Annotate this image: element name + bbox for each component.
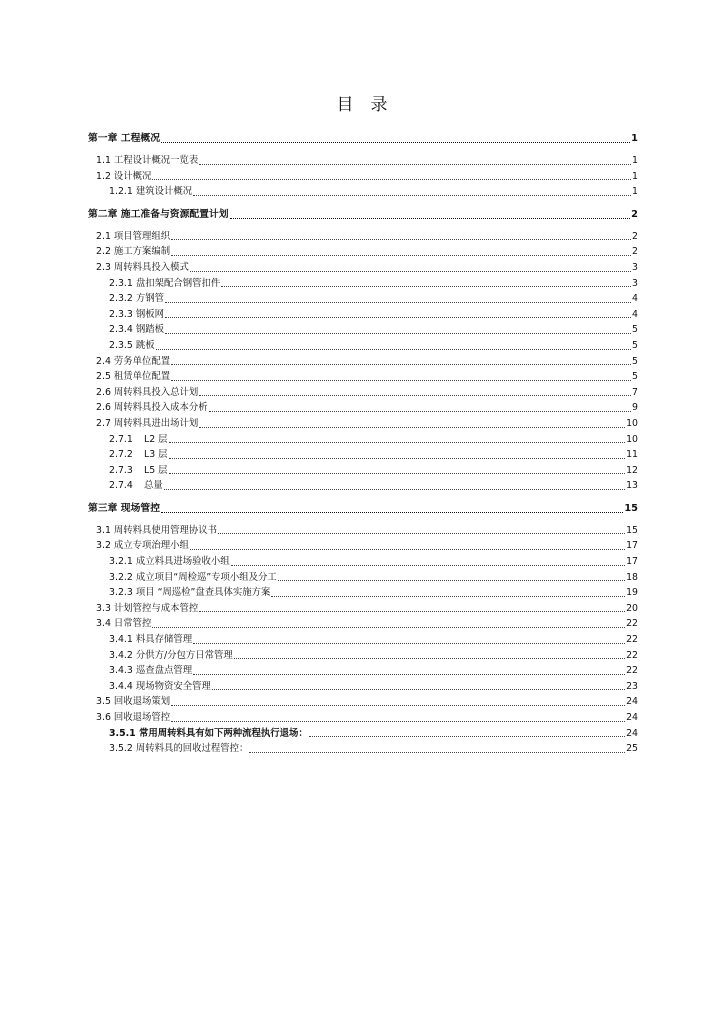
toc-dot-leader (169, 442, 626, 443)
toc-page-number: 15 (624, 502, 638, 514)
toc-entry-text: L2 层 (144, 433, 168, 445)
toc-page-number: 3 (632, 277, 638, 289)
toc-page-number: 24 (626, 696, 638, 708)
toc-dot-leader (164, 489, 625, 490)
toc-entry[interactable] (88, 648, 638, 664)
toc-entry[interactable] (88, 338, 638, 354)
toc-entry-label: 2.3.4 钢踏板 (109, 324, 164, 336)
toc-dot-leader (190, 549, 625, 550)
toc-entry-label: 3.4.4 现场物资安全管理 (109, 680, 211, 692)
toc-entry[interactable] (88, 169, 638, 185)
toc-entry[interactable] (88, 291, 638, 307)
toc-entry[interactable] (88, 229, 638, 245)
toc-dot-leader (171, 721, 625, 722)
toc-entry-label: 2.6 周转料具投入总计划 (96, 386, 199, 398)
toc-dot-leader (193, 643, 625, 644)
toc-entry[interactable] (88, 322, 638, 338)
toc-entry-label: 3.4.3 巡查盘点管理 (109, 665, 193, 677)
toc-entry[interactable] (88, 447, 638, 463)
toc-page-number: 20 (626, 602, 638, 614)
toc-entry[interactable] (88, 523, 638, 539)
toc-page-number: 23 (626, 680, 638, 692)
toc-entry[interactable] (88, 616, 638, 632)
toc-dot-leader (171, 255, 631, 256)
toc-entry[interactable] (88, 184, 638, 200)
toc-entry-text: 总量 (144, 480, 163, 492)
toc-entry[interactable] (88, 663, 638, 679)
toc-page-number: 24 (626, 727, 638, 739)
toc-dot-leader (199, 164, 631, 165)
toc-entry-label: 3.2 成立专项治理小组 (96, 540, 189, 552)
toc-chapter-entry[interactable] (88, 131, 638, 147)
toc-entry[interactable] (88, 679, 638, 695)
toc-page-number: 5 (632, 371, 638, 383)
toc-page-number: 10 (626, 417, 638, 429)
toc-dot-leader (234, 658, 625, 659)
toc-dot-leader (171, 239, 631, 240)
toc-dot-leader (193, 674, 625, 675)
toc-entry-label: 3.5 回收退场策划 (96, 696, 171, 708)
toc-dot-leader (199, 395, 631, 396)
toc-entry-number: 2.7.4 (109, 480, 133, 492)
toc-entry-label: 2.3.1 盘扣架配合钢管扣件 (109, 277, 221, 289)
table-of-contents (88, 131, 638, 757)
toc-dot-leader (165, 333, 631, 334)
toc-entry-label (109, 463, 168, 479)
toc-dot-leader (165, 317, 631, 318)
toc-page-number: 18 (626, 571, 638, 583)
toc-dot-leader (161, 512, 623, 513)
toc-page-number: 1 (632, 186, 638, 198)
toc-dot-leader (161, 142, 630, 143)
toc-entry-label: 2.1 项目管理组织 (96, 230, 171, 242)
toc-entry-label: 第一章 工程概况 (88, 133, 160, 144)
toc-page-number: 2 (632, 246, 638, 258)
toc-entry[interactable] (88, 400, 638, 416)
toc-entry-label: 2.3.3 钢板网 (109, 308, 164, 320)
toc-entry-label: 3.6 回收退场管控 (96, 712, 171, 723)
toc-entry-label: 3.1 周转料具使用管理协议书 (96, 524, 218, 536)
toc-entry[interactable] (88, 153, 638, 169)
toc-dot-leader (171, 364, 631, 365)
toc-entry-number: 2.7.2 (109, 449, 133, 461)
toc-entry[interactable] (88, 585, 638, 601)
toc-page-number: 17 (626, 556, 638, 568)
toc-entry-label (109, 478, 163, 494)
toc-entry[interactable] (88, 741, 638, 757)
toc-entry-label: 3.3 计划管控与成本管控 (96, 602, 199, 614)
toc-dot-leader (193, 195, 631, 196)
toc-dot-leader (169, 458, 626, 459)
toc-entry[interactable] (88, 570, 638, 586)
toc-entry-label: 3.2.1 成立料具进场验收小组 (109, 556, 230, 568)
toc-entry[interactable] (88, 385, 638, 401)
toc-entry-label: 第二章 施工准备与资源配置计划 (88, 208, 229, 220)
toc-entry[interactable] (88, 260, 638, 276)
toc-page-number: 5 (632, 339, 638, 351)
toc-dot-leader (271, 596, 625, 597)
toc-page-number: 1 (632, 155, 638, 166)
toc-dot-leader (171, 705, 625, 706)
toc-page-number: 12 (626, 464, 638, 476)
toc-entry[interactable] (88, 244, 638, 260)
toc-dot-leader (278, 580, 625, 581)
toc-entry[interactable] (88, 632, 638, 648)
toc-dot-leader (209, 411, 631, 412)
toc-page-number: 13 (626, 480, 638, 492)
toc-page-number: 1 (631, 133, 638, 144)
toc-entry[interactable] (88, 276, 638, 292)
toc-page-number: 5 (632, 355, 638, 367)
toc-dot-leader (190, 271, 631, 272)
toc-entry-label: 2.6 周转料具投入成本分析 (96, 402, 208, 414)
toc-entry-label: 3.4.2 分供方/分包方日常管理 (109, 649, 233, 661)
page-title: 目 录 (336, 95, 388, 115)
toc-entry-text: L5 层 (144, 464, 168, 476)
toc-chapter-entry[interactable] (88, 207, 638, 223)
toc-dot-leader (231, 565, 625, 566)
toc-dot-leader (199, 611, 625, 612)
toc-entry-number: 2.7.1 (109, 433, 133, 445)
toc-dot-leader (171, 380, 631, 381)
toc-page-number: 24 (626, 712, 638, 723)
toc-entry[interactable] (88, 369, 638, 385)
toc-entry[interactable] (88, 432, 638, 448)
toc-entry-label: 1.2.1 建筑设计概况 (109, 186, 193, 198)
toc-entry-label: 3.5.1 常用周转料具有如下两种流程执行退场： (109, 727, 308, 739)
toc-entry-label (109, 432, 168, 448)
toc-page-number: 2 (632, 230, 638, 242)
toc-page-number: 17 (626, 540, 638, 552)
toc-entry-label: 3.2.2 成立项目“周检巡”专项小组及分工 (109, 571, 277, 583)
toc-chapter-entry[interactable] (88, 501, 638, 517)
toc-dot-leader (165, 302, 631, 303)
toc-page-number: 5 (632, 324, 638, 336)
toc-entry-label: 3.2.3 项目 “周巡检”盘查具体实施方案 (109, 587, 271, 599)
toc-page-number: 19 (626, 587, 638, 599)
toc-dot-leader (152, 179, 631, 180)
toc-page-number: 25 (626, 743, 638, 755)
toc-entry-number: 2.7.3 (109, 464, 133, 476)
toc-entry[interactable] (88, 307, 638, 323)
toc-entry-text: L3 层 (144, 449, 168, 461)
toc-dot-leader (221, 286, 631, 287)
toc-page-number: 22 (626, 665, 638, 677)
toc-entry[interactable] (88, 416, 638, 432)
toc-entry[interactable] (88, 463, 638, 479)
toc-dot-leader (218, 533, 625, 534)
toc-entry-label: 3.4 日常管控 (96, 618, 152, 630)
toc-dot-leader (249, 752, 625, 753)
toc-entry[interactable] (88, 354, 638, 370)
toc-page-number: 22 (626, 634, 638, 646)
toc-entry[interactable] (88, 710, 638, 726)
toc-dot-leader (212, 689, 625, 690)
toc-entry-label: 2.5 租赁单位配置 (96, 371, 171, 383)
toc-entry-label: 2.3.2 方钢管 (109, 293, 164, 305)
toc-dot-leader (169, 473, 626, 474)
toc-entry[interactable] (88, 694, 638, 710)
toc-entry-label: 2.3 周转料具投入模式 (96, 261, 189, 273)
toc-page-number: 15 (626, 524, 638, 536)
toc-entry[interactable] (88, 478, 638, 494)
toc-page-number: 4 (632, 308, 638, 320)
toc-page-number: 22 (626, 618, 638, 630)
toc-dot-leader (230, 218, 631, 219)
toc-entry-label: 2.3.5 跳板 (109, 339, 155, 351)
toc-page-number: 22 (626, 649, 638, 661)
toc-entry[interactable] (88, 538, 638, 554)
toc-entry-label: 2.2 施工方案编制 (96, 246, 171, 258)
toc-entry[interactable] (88, 554, 638, 570)
toc-entry-label: 3.4.1 料具存储管理 (109, 634, 193, 646)
toc-entry-label: 2.7 周转料具进出场计划 (96, 417, 199, 429)
toc-dot-leader (152, 627, 625, 628)
toc-page-number: 4 (632, 293, 638, 305)
toc-entry-label: 2.4 劳务单位配置 (96, 355, 171, 367)
toc-entry-label: 1.1 工程设计概况一览表 (96, 155, 199, 166)
toc-page-number: 9 (632, 402, 638, 414)
toc-page-number: 10 (626, 433, 638, 445)
toc-page-number: 3 (632, 261, 638, 273)
toc-entry-label: 3.5.2 周转料具的回收过程管控： (109, 743, 249, 755)
toc-entry-label (109, 447, 168, 463)
toc-dot-leader (199, 427, 625, 428)
toc-entry-label: 1.2 设计概况 (96, 170, 152, 182)
toc-page-number: 7 (632, 386, 638, 398)
toc-page-number: 2 (631, 208, 638, 220)
toc-entry-label: 第三章 现场管控 (88, 502, 160, 514)
toc-dot-leader (156, 349, 631, 350)
toc-entry[interactable] (88, 601, 638, 617)
toc-dot-leader (309, 736, 625, 737)
toc-page-number: 1 (632, 170, 638, 182)
toc-page-number: 11 (626, 449, 638, 461)
toc-entry[interactable] (88, 726, 638, 742)
